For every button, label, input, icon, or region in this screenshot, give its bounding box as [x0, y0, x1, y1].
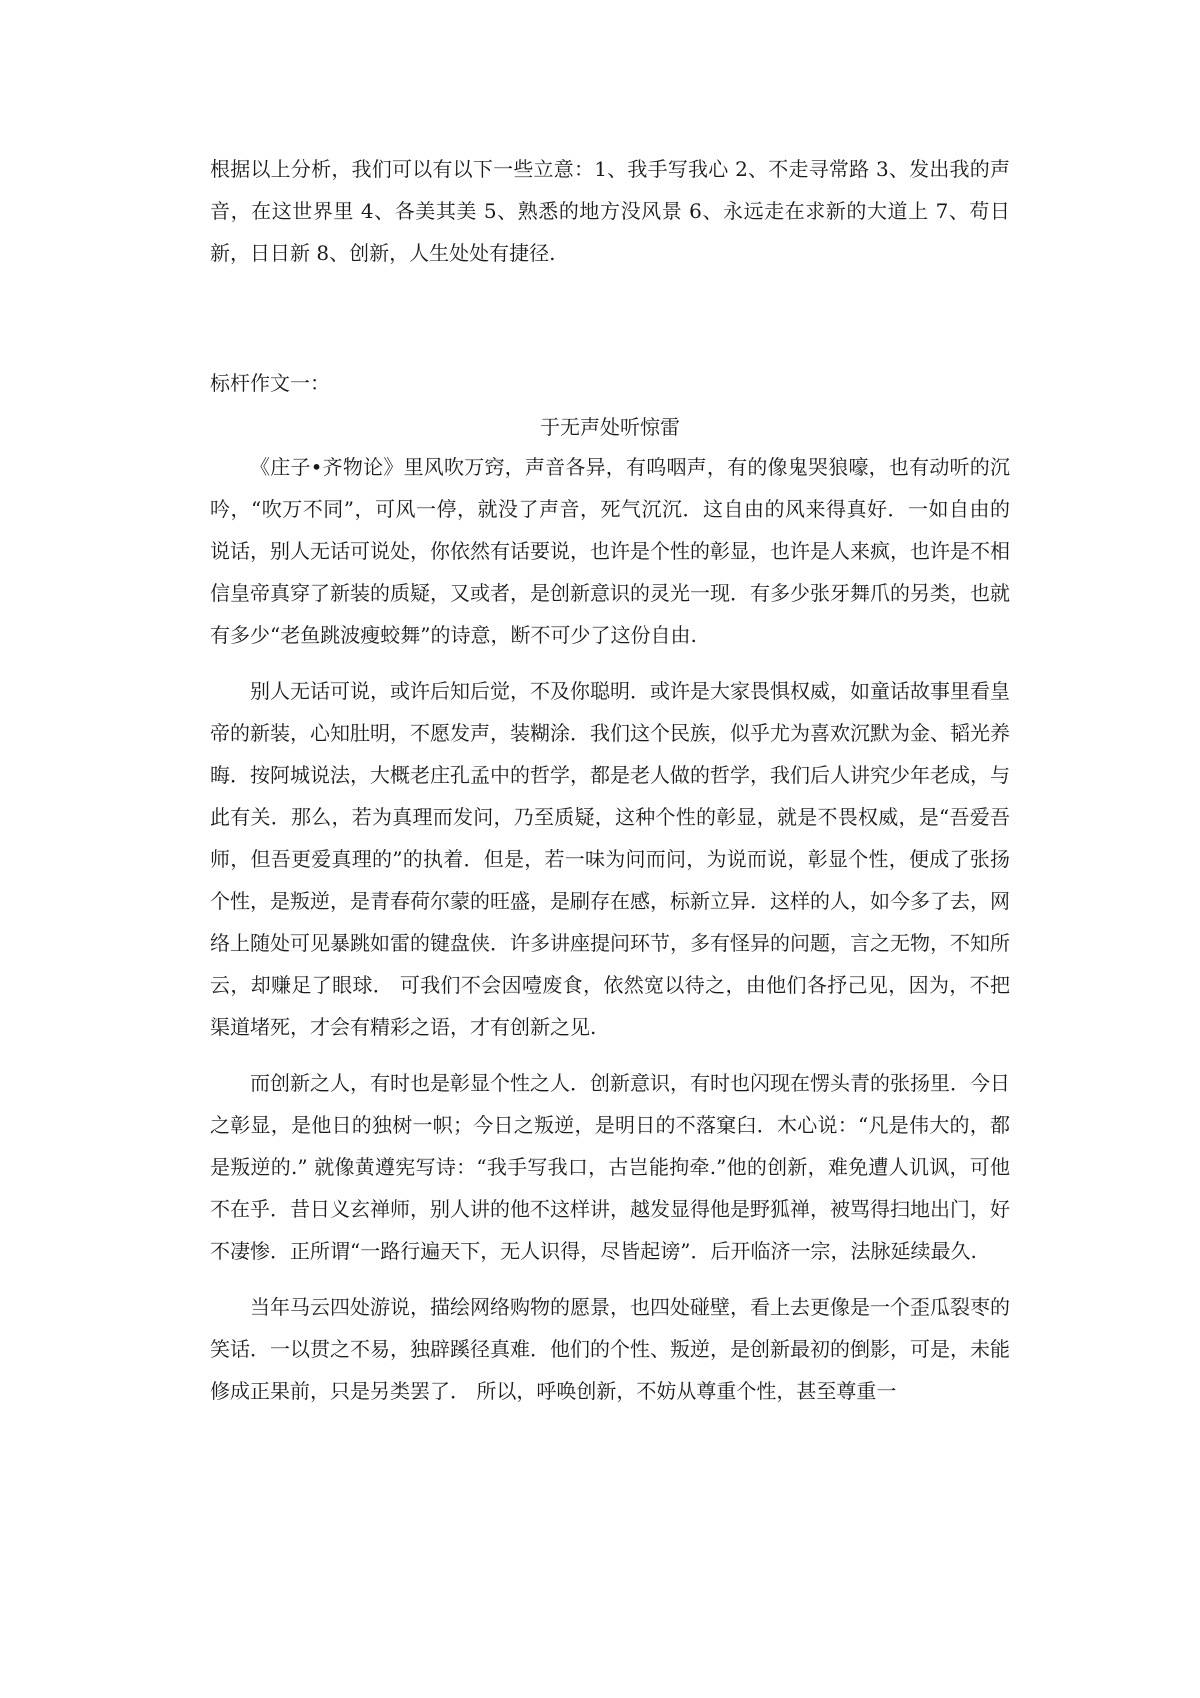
- essay-paragraph: 当年马云四处游说，描绘网络购物的愿景，也四处碰壁，看上去更像是一个歪瓜裂枣的笑话．一以贯之不易，独辟蹊径真难．他们的个性、叛逆，是创新最初的倒影，可是，未能修成正果前，只是另类罢了． 所以，呼唤创新，不妨从尊重个性，甚至尊重一: [210, 1295, 1010, 1403]
- essay-paragraph: 《庄子•齐物论》里风吹万窍，声音各异，有呜咽声，有的像鬼哭狼嚎，也有动听的沉吟，“吹万不同”，可风一停，就没了声音，死气沉沉．这自由的风来得真好．一如自由的说话，别人无话可说处，你依然有话要说，也许是个性的彰显，也许是人来疯，也许是不相信皇帝真穿了新装的质疑，又或者，是创新意识的灵光一现．有多少张牙舞爪的另类，也就有多少“老鱼跳波瘦蛟舞”的诗意，断不可少了这份自由.: [210, 455, 1010, 647]
- essay-title: 于无声处听惊雷: [540, 415, 680, 439]
- intro-paragraph: 根据以上分析，我们可以有以下一些立意：1、我手写我心 2、不走寻常路 3、发出我的声音，在这世界里 4、各美其美 5、熟悉的地方没风景 6、永远走在求新的大道上 7、苟日新，日日新 8、创新，人生处处有捷径.: [210, 157, 1010, 265]
- essay-paragraph: 而创新之人，有时也是彰显个性之人．创新意识，有时也闪现在愣头青的张扬里．今日之彰显，是他日的独树一帜；今日之叛逆，是明日的不落窠臼．木心说：“凡是伟大的，都是叛逆的.” 就像黄遵宪写诗：“我手写我口，古岂能拘牵.”他的创新，难免遭人讥讽，可他不在乎．昔日义玄禅师，别人讲的他不这样讲，越发显得他是野狐禅，被骂得扫地出门，好不凄惨．正所谓“一路行遍天下，无人识得，尽皆起谤”．后开临济一宗，法脉延续最久.: [210, 1071, 1010, 1263]
- section-label: 标杆作文一：: [210, 371, 330, 395]
- essay-body: [210, 446, 1010, 1426]
- essay-paragraph: 别人无话可说，或许后知后觉，不及你聪明．或许是大家畏惧权威，如童话故事里看皇帝的新装，心知肚明，不愿发声，装糊涂．我们这个民族，似乎尤为喜欢沉默为金、韬光养晦．按阿城说法，大概老庄孔孟中的哲学，都是老人做的哲学，我们后人讲究少年老成，与此有关．那么，若为真理而发问，乃至质疑，这种个性的彰显，就是不畏权威，是“吾爱吾师，但吾更爱真理的”的执着．但是，若一味为问而问，为说而说，彰显个性，便成了张扬个性，是叛逆，是青春荷尔蒙的旺盛，是刷存在感，标新立异．这样的人，如今多了去，网络上随处可见暴跳如雷的键盘侠．许多讲座提问环节，多有怪异的问题，言之无物，不知所云，却赚足了眼球． 可我们不会因噎废食，依然宽以待之，由他们各抒己见，因为，不把渠道堵死，才会有精彩之语，才有创新之见.: [210, 679, 1010, 1039]
